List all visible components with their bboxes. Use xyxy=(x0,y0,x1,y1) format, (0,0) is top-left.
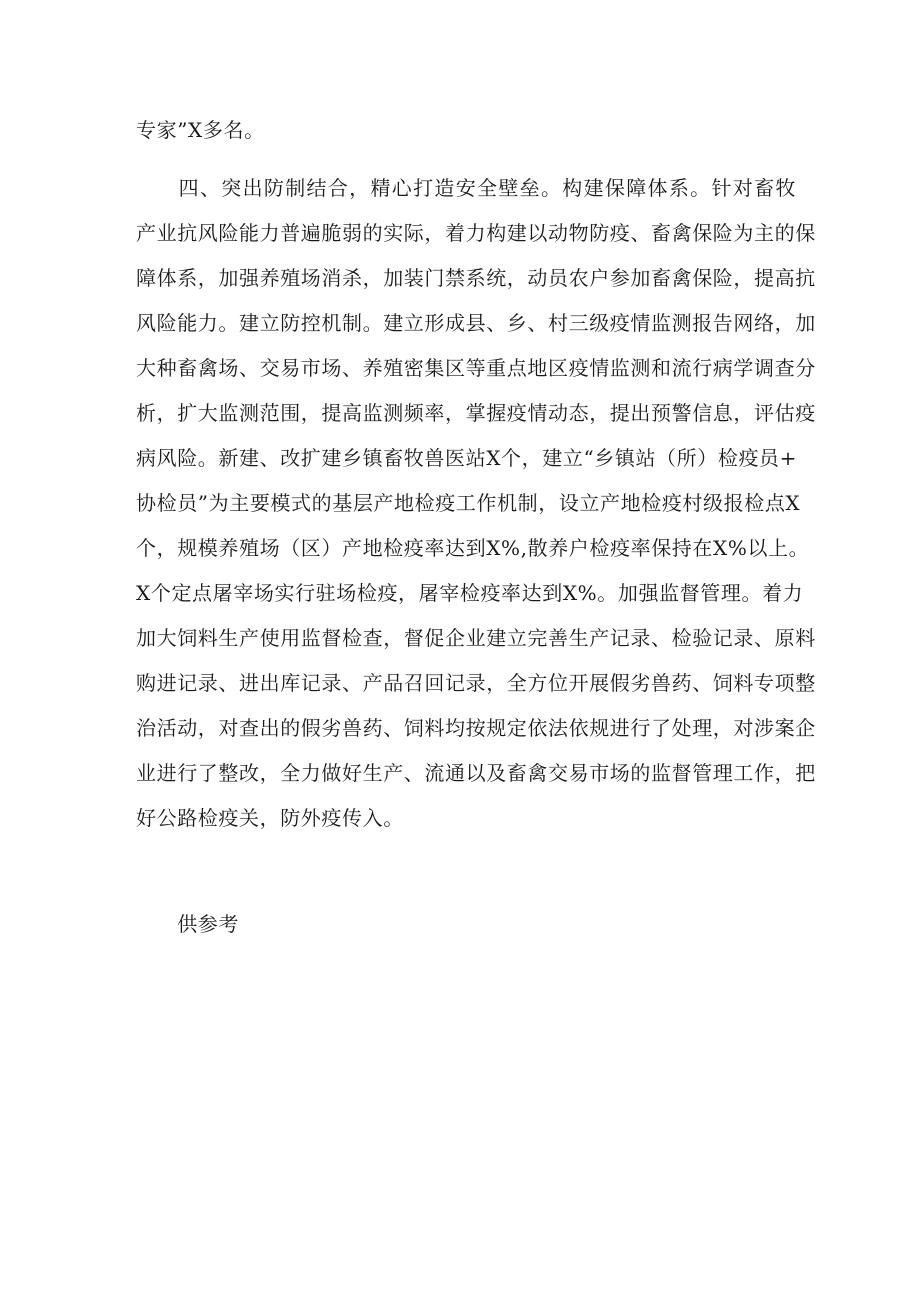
text-line: 购进记录、进出库记录、产品召回记录，全方位开展假劣兽药、饲料专项整 xyxy=(136,671,816,695)
text-line: 协检员”为主要模式的基层产地检疫工作机制，设立产地检疫村级报检点X xyxy=(136,491,801,515)
text-line: 病风险。新建、改扩建乡镇畜牧兽医站X个，建立“乡镇站（所）检疫员+ xyxy=(136,446,798,470)
paragraph-four xyxy=(136,166,816,841)
text-line: 产业抗风险能力普遍脆弱的实际，着力构建以动物防疫、畜禽保险为主的保 xyxy=(136,221,816,245)
text-line: 个，规模养殖场（区）产地检疫率达到X%,散养户检疫率保持在X%以上。 xyxy=(136,536,810,560)
closing-text: 供参考 xyxy=(136,912,239,936)
text-line: 风险能力。建立防控机制。建立形成县、乡、村三级疫情监测报告网络，加 xyxy=(136,311,816,335)
text-line: 四、突出防制结合，精心打造安全壁垒。构建保障体系。针对畜牧 xyxy=(136,176,796,200)
text-line: 大种畜禽场、交易市场、养殖密集区等重点地区疫情监测和流行病学调查分 xyxy=(136,356,816,380)
text-line: X个定点屠宰场实行驻场检疫，屠宰检疫率达到X%。加强监督管理。着力 xyxy=(136,581,804,605)
text-line: 业进行了整改，全力做好生产、流通以及畜禽交易市场的监督管理工作，把 xyxy=(136,761,816,785)
text-line: 析，扩大监测范围，提高监测频率，掌握疫情动态，提出预警信息，评估疫 xyxy=(136,401,816,425)
text-line: 加大饲料生产使用监督检查，督促企业建立完善生产记录、检验记录、原料 xyxy=(136,626,816,650)
continuation-line xyxy=(136,108,796,153)
text-line: 治活动，对查出的假劣兽药、饲料均按规定依法依规进行了处理，对涉案企 xyxy=(136,716,816,740)
text-line: 专家”X多名。 xyxy=(136,118,265,142)
text-line: 好公路检疫关，防外疫传入。 xyxy=(136,806,404,830)
text-line: 障体系，加强养殖场消杀，加装门禁系统，动员农户参加畜禽保险，提高抗 xyxy=(136,266,816,290)
closing-note xyxy=(136,902,796,947)
